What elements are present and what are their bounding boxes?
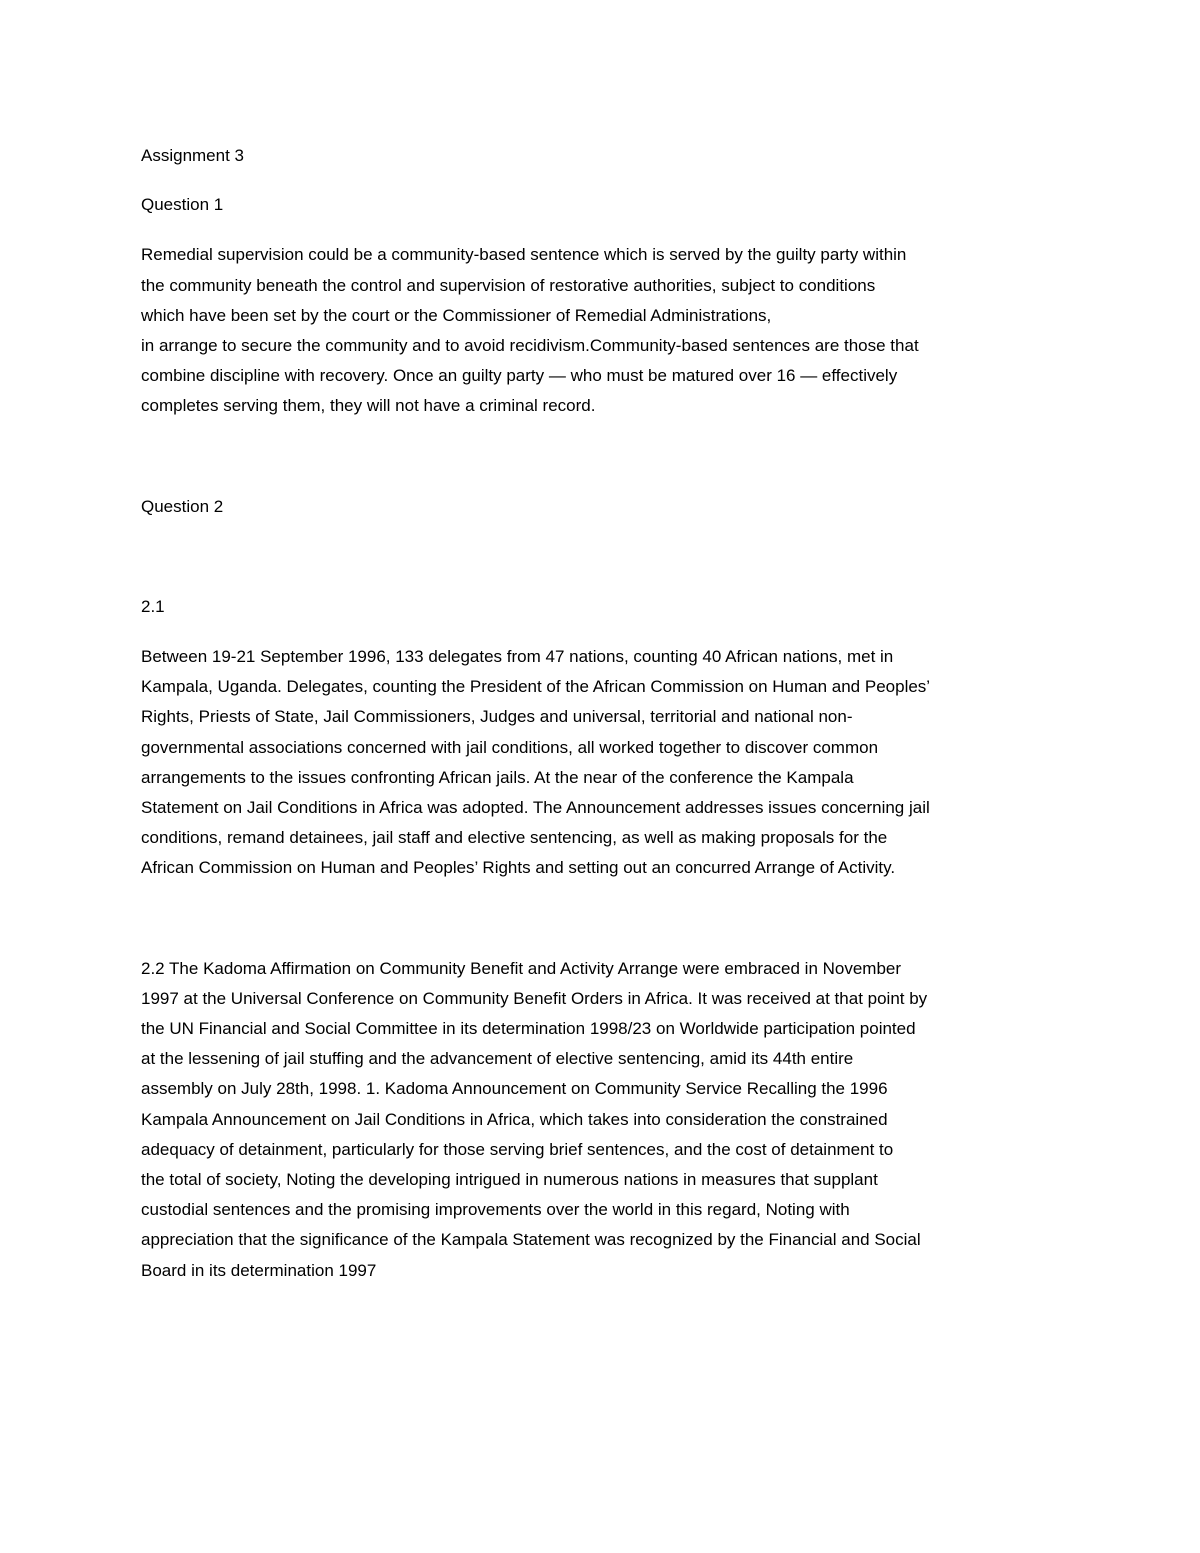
text-line: African Commission on Human and Peoples’ Rights and setting out an concurred Arrange of Activity. [141,858,896,878]
section-2-1-answer [141,642,1066,884]
text-line: governmental associations concerned with jail conditions, all worked together to discover common [141,737,879,757]
text-line: appreciation that the significance of the Kampala Statement was recognized by the Financial and Social [141,1230,921,1250]
text-line: Board in its determination 1997 [141,1260,377,1280]
text-line: in arrange to secure the community and to avoid recidivism.Community-based sentences are those that [141,336,919,356]
question-1-answer [141,240,1066,421]
question-2-heading: Question 2 [141,496,224,516]
text-line: Kampala Announcement on Jail Conditions in Africa, which takes into consideration the constrained [141,1109,888,1129]
text-line: Remedial supervision could be a community-based sentence which is served by the guilty party within [141,245,907,265]
text-line: the total of society, Noting the developing intrigued in numerous nations in measures that supplant [141,1170,878,1190]
text-line: conditions, remand detainees, jail staff and elective sentencing, as well as making proposals for the [141,828,888,848]
text-line: the community beneath the control and supervision of restorative authorities, subject to conditions [141,275,876,295]
text-line: assembly on July 28th, 1998. 1. Kadoma Announcement on Community Service Recalling the 1996 [141,1079,888,1099]
text-line: 2.2 The Kadoma Affirmation on Community Benefit and Activity Arrange were embraced in November [141,958,902,978]
text-line: the UN Financial and Social Committee in its determination 1998/23 on Worldwide participation pointed [141,1019,916,1039]
text-line: completes serving them, they will not have a criminal record. [141,396,596,416]
text-line: Kampala, Uganda. Delegates, counting the President of the African Commission on Human and Peoples’ [141,677,931,697]
document-title: Assignment 3 [141,146,244,165]
text-line: Statement on Jail Conditions in Africa was adopted. The Announcement addresses issues concerning jail [141,798,930,818]
text-line: 1997 at the Universal Conference on Community Benefit Orders in Africa. It was received at that point by [141,988,928,1008]
text-line: custodial sentences and the promising improvements over the world in this regard, Noting with [141,1200,850,1220]
text-line: Between 19-21 September 1996, 133 delegates from 47 nations, counting 40 African nations, met in [141,647,894,667]
section-2-2-answer [141,954,1066,1286]
document-page [141,141,1066,1286]
text-line: adequacy of detainment, particularly for those serving brief sentences, and the cost of detainment to [141,1139,894,1159]
text-line: arrangements to the issues confronting African jails. At the near of the conference the Kampala [141,767,854,787]
question-1-heading: Question 1 [141,195,224,215]
text-line: at the lessening of jail stuffing and the advancement of elective sentencing, amid its 44th entire [141,1049,854,1069]
text-line: Rights, Priests of State, Jail Commissioners, Judges and universal, territorial and national non- [141,707,853,727]
text-line: which have been set by the court or the Commissioner of Remedial Administrations, [141,305,772,325]
text-line: combine discipline with recovery. Once an guilty party — who must be matured over 16 — effectively [141,366,898,386]
section-2-1-heading: 2.1 [141,596,165,616]
